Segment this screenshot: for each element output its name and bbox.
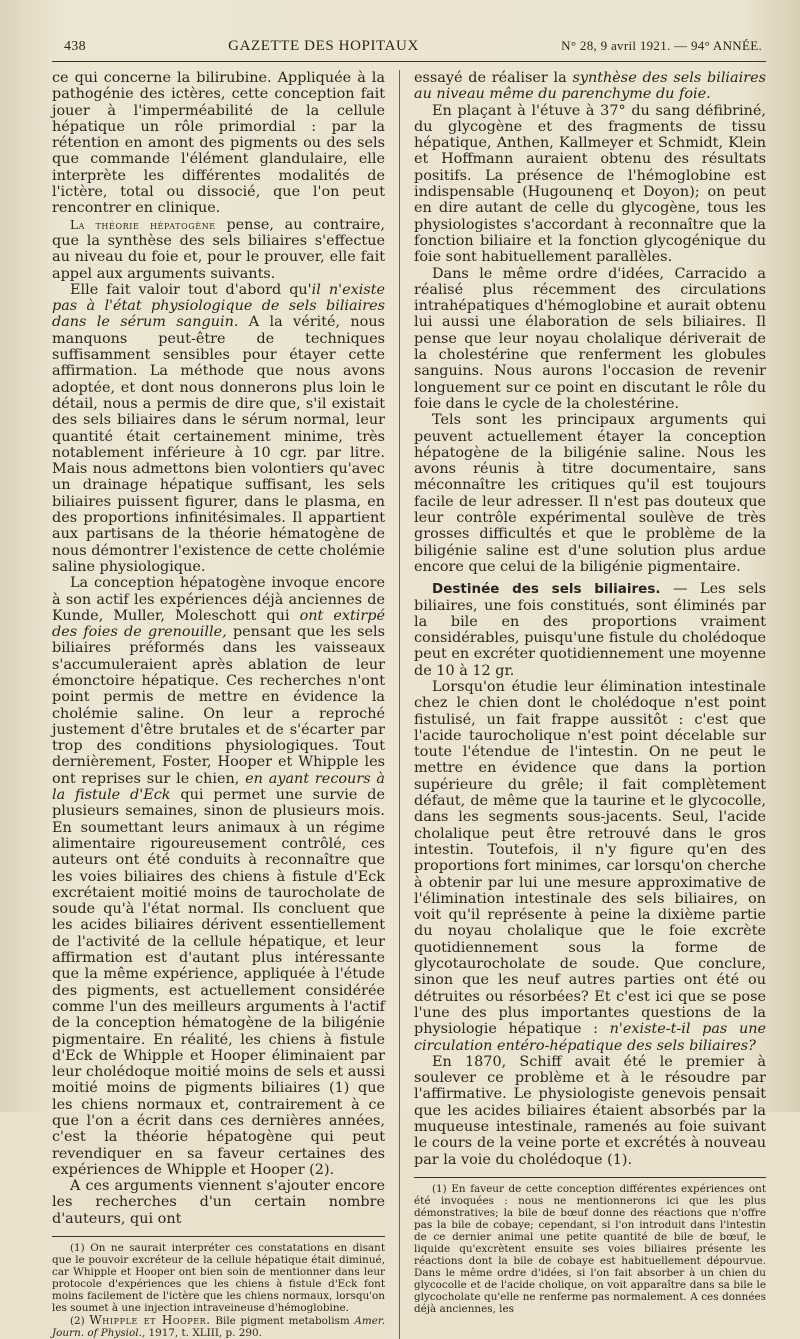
footnote-rule — [52, 1236, 385, 1237]
journal-citation: Amer. Journ. of Physiol., — [52, 1315, 386, 1339]
paragraph: La conception hépatogène invoque encore à son actif les expériences déjà anciennes de Kunde, Muller, Moleschott qui ont extirpé des foies de grenouille, pensant que les sels biliaires préformés dans les vaisseaux s'accumuleraient après ablation de leur émonctoire hépatique. Ces recherches n'ont point permis de mettre en évidence la cholémie saline. On leur a reproché justement d'être brutales et de s'écarter par trop des conditions physiologiques. Tout dernièrement, Foster, Hooper et Whipple les ont reprises sur le chien, en ayant recours à la fistule d'Eck qui permet une survie de plusieurs semaines, sinon de plusieurs mois. En soumettant leurs animaux à un régime alimentaire rigoureusement contrôlé, ces auteurs ont été conduits à reconnaître que les voies biliaires des chiens à fistule d'Eck excrétaient moitié moins de taurocholate de soude qu'à l'état normal. Ils concluent que les acides biliaires dérivent essentiellement de l'activité de la cellule hépatique, et leur affirmation est d'autant plus intéressante que la même expérience, appliquée à l'étude des pigments, est actuellement considérée comme l'un des meilleurs arguments à l'actif de la conception hématogène de la biligénie pigmentaire. En réalité, les chiens à fistule d'Eck de Whipple et Hooper éliminaient par leur cholédoque moitié moins de sels et aussi moitié moins de pigments biliaires (1) que les chiens normaux et, contrairement à ce que l'on a écrit dans ces dernières années, c'est la théorie hépatogène qui peut revendiquer en sa faveur certaines des expériences de Whipple et Hooper (2). — [52, 575, 386, 1178]
section-subheading: Destinée des sels biliaires. — [432, 581, 661, 598]
paragraph: Dans le même ordre d'idées, Carracido a réalisé plus récemment des circulations intrahépatiques d'hémoglobine et aurait obtenu lui aussi une élaboration de sels biliaires. Il pense que leur noyau cholalique dériverait de la cholestérine que renferment les globules sanguins. Nous aurons l'occasion de revenir longuement sur ce point en discutant le rôle du foie dans le cycle de la cholestérine. — [414, 265, 766, 412]
journal-title: GAZETTE DES HOPITAUX — [228, 38, 419, 54]
italic-phrase: en ayant recours à la fistule d'Eck — [52, 770, 385, 804]
issue-date: N° 28, 9 avril 1921. — 94° ANNÉE. — [561, 38, 762, 53]
text-columns — [52, 70, 766, 1339]
paragraph: Destinée des sels biliaires. — Les sels biliaires, une fois constitués, sont éliminés par la bile en des proportions vraiment considérables, puisqu'une fistule du cholédoque peut en excréter quotidiennement une moyenne de 10 à 12 gr. — [414, 581, 766, 679]
footnote: (2) Whipple et Hooper. Bile pigment metabolism Amer. Journ. of Physiol., 1917, t. XLIII, p. 290. — [52, 1313, 386, 1339]
footnote: (1) On ne saurait interpréter ces constatations en disant que le pouvoir excréteur de la cellule hépatique était diminué, car Whipple et Hooper ont bien soin de mentionner dans leur protocole d'expériences que les chiens à fistule d'Eck font moins facilement de l'ictère que les chiens normaux, lorsqu'on les soumet à une injection intraveineuse d'hémoglobine. — [52, 1242, 385, 1315]
paragraph: La théorie hépatogène pense, au contraire, que la synthèse des sels biliaires s'effectue au niveau du foie et, pour le prouver, elle fait appel aux arguments suivants. — [52, 216, 385, 282]
right-column — [400, 70, 766, 1339]
paragraph: Tels sont les principaux arguments qui peuvent actuellement étayer la conception hépatogène de la biligénie saline. Nous les avons réunis à titre documentaire, sans méconnaître les critiques qu'il est toujours facile de leur adresser. Il n'est pas douteux que leur contrôle expérimental soulève de très grosses difficultés et que le problème de la biligénie saline est d'une solution plus ardue encore que celui de la biligénie pigmentaire. — [414, 412, 766, 575]
italic-phrase: n'existe-t-il pas une circulation entéro-hépatique des sels biliaires? — [414, 1021, 767, 1054]
paragraph: En plaçant à l'étuve à 37° du sang défibriné, du glycogène et des fragments de tissu hépatique, Anthen, Kallmeyer et Schmidt, Klein et Hoffmann auraient obtenu des résultats positifs. La présence de l'hémoglobine est indispensable (Hugounenq et Doyon); on peut en dire autant de celle du glycogène, tous les physiologistes s'accordant à reconnaître que la fonction biliaire et la fonction glycogénique du foie sont habituellement parallèles. — [414, 102, 766, 266]
paragraph: Lorsqu'on étudie leur élimination intestinale chez le chien dont le cholédoque n'est point fistulisé, un fait frappe aussitôt : c'est que l'acide taurocholique n'est point décelable sur toute l'étendue de l'intestin. On ne peut le mettre en évidence que dans la portion supérieure du grêle; il fait complètement défaut, de même que la taurine et le glycocolle, dans les segments sous-jacents. Seul, l'acide cholalique peut être retrouvé dans le gros intestin. Toutefois, il n'y figure qu'en des proportions fort minimes, car lorsqu'on cherche à obtenir par lui une mesure approximative de l'élimination intestinale des sels biliaires, on voit qu'il représente à peine la dixième partie du noyau cholalique que le foie excrète quotidiennement sous la forme de glycotaurocholate de soude. Que conclure, sinon que les neuf autres parties ont été ou détruites ou résorbées? Et c'est ici que se pose l'une des plus importantes questions de la physiologie hépatique : n'existe-t-il pas une circulation entéro-hépatique des sels biliaires? — [414, 678, 767, 1054]
running-header — [52, 38, 766, 62]
italic-phrase: il n'existe pas à l'état physiologique de sels biliaires dans le sérum sanguin. — [52, 281, 385, 331]
paragraph: Elle fait valoir tout d'abord qu'il n'existe pas à l'état physiologique de sels biliaires dans le sérum sanguin. A la vérité, nous manquons peut-être de techniques suffisamment sensibles pour étayer cette affirmation. La méthode que nous avons adoptée, et dont nous donnerons plus loin le détail, nous a permis de dire que, s'il existait des sels biliaires dans le sérum normal, leur quantité était certainement minime, très notablement inférieure à 10 cgr. par litre. Mais nous admettons bien volontiers qu'avec un drainage hépatique suffisant, les sels biliaires puissent figurer, dans le plasma, en des proportions infinitésimales. Il appartient aux partisans de la théorie hématogène de nous démontrer l'existence de cette cholémie saline physiologique. — [52, 281, 385, 575]
left-column — [52, 70, 400, 1339]
small-caps-lead: La théorie hépatogène — [70, 217, 216, 232]
paragraph: essayé de réaliser la synthèse des sels biliaires au niveau même du parenchyme du foie. — [414, 70, 766, 103]
page-number: 438 — [64, 39, 86, 54]
footnote: (1) En faveur de cette conception différentes expériences ont été invoquées : nous ne mentionnerons ici que les plus démonstratives; la bile de bœuf donne des réactions que n'offre pas la bile de cobaye; cependant, si l'on introduit dans l'intestin de ce dernier animal une petite quantité de bile de bœuf, le liquide qu'excrètent ensuite ses voies biliaires présente les réactions dont la bile de cobaye est habituellement dépourvue. Dans le même ordre d'idées, si l'on fait absorber à un chien du glycocolle et de l'acide cholique, on voit apparaître dans sa bile le glycocholate qu'elle ne renferme pas normalement. A ces données déjà anciennes, les — [414, 1182, 766, 1315]
paragraph: En 1870, Schiff avait été le premier à soulever ce problème et à le résoudre par l'affirmative. Le physiologiste genevois pensait que les acides biliaires étaient absorbés par la muqueuse intestinale, ramenés au foie suivant le cours de la veine porte et excrétés à nouveau par la voie du cholédoque (1). — [414, 1053, 766, 1168]
italic-phrase: synthèse des sels biliaires au niveau même du parenchyme du foie. — [414, 70, 766, 103]
paragraph: ce qui concerne la bilirubine. Appliquée à la pathogénie des ictères, cette conception fait jouer à l'imperméabilité de la cellule hépatique un rôle primordial : par la rétention en amont des pigments ou des sels que commande l'élément glandulaire, elle interprète les différentes modalités de l'ictère, total ou dissocié, que l'on peut rencontrer en clinique. — [52, 70, 385, 217]
paragraph: A ces arguments viennent s'ajouter encore les recherches d'un certain nombre d'auteurs, qui ont — [52, 1178, 385, 1227]
footnote-rule — [414, 1177, 766, 1178]
author-names: Whipple et Hooper. — [89, 1313, 211, 1328]
italic-phrase: ont extirpé des foies de grenouille, — [52, 607, 385, 641]
